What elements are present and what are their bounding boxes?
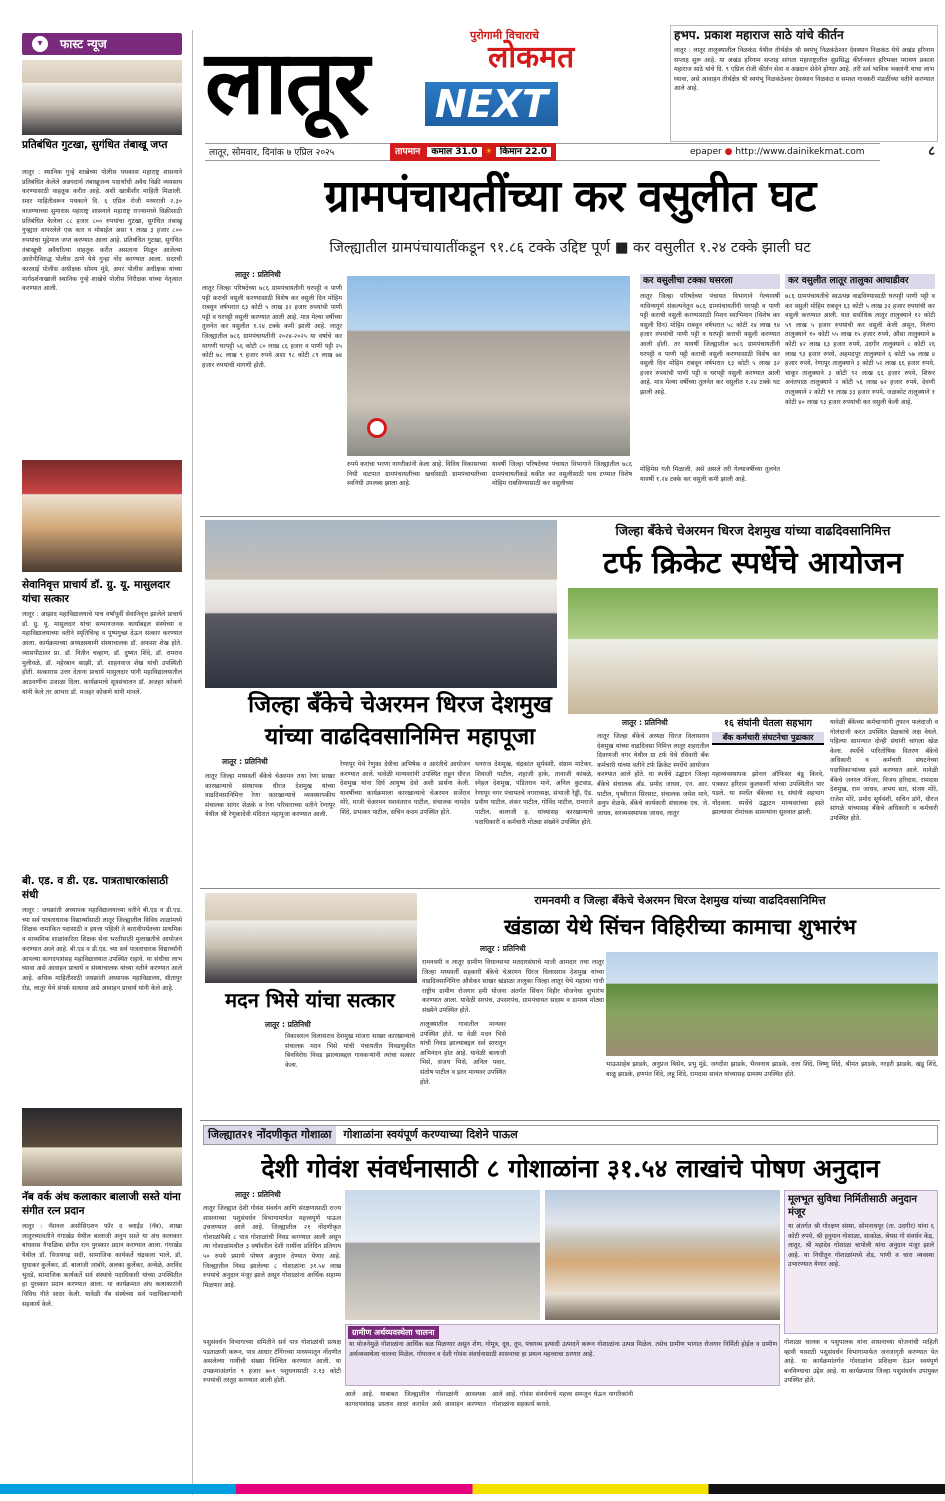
news-photo-gutkha bbox=[22, 60, 182, 135]
issue-date: लातूर, सोमवार, दिनांक ७ एप्रिल २०२५ bbox=[209, 148, 335, 158]
divider bbox=[200, 516, 940, 517]
divider bbox=[200, 1120, 940, 1121]
goshala-headline: देशी गोवंश संवर्धनासाठी ८ गोशाळांना ३१.५४ लाखांचे पोषण अनुदान bbox=[261, 1154, 880, 1183]
goshala-kicker-bar bbox=[203, 1125, 938, 1145]
no-parking-sign bbox=[367, 418, 387, 438]
goshala-right-text-2: गोशाळा चालक व पशुपालक यांना शासनाच्या योजनांची माहिती व्हावी यासाठी पशुसंवर्धन विभागामार्फत जनजागृती करण्यात येत आहे. या कार्यक्रमांतर्गत गोशाळांना प्रशिक्षण देऊन स्वयंपूर्ण बनविण्याचा उद्देश आहे. या कार्यक्रमास जिल्हा पशुसंवर्धन उपायुक्त उपस्थित होते. bbox=[784, 1339, 938, 1385]
lead-box-2-head: कर वसुलीत लातूर तालुका आघाडीवर bbox=[785, 274, 935, 289]
left-story-2-head: सेवानिवृत्त प्राचार्य डॉ. ग्रु. यू. मासुलदार यांचा सत्कार bbox=[22, 579, 170, 605]
mahapuja-headline-2: यांच्या वाढदिवसानिमित्त महापूजा bbox=[264, 723, 536, 750]
lead-box-1-head: कर वसुलीचा टक्का घसरला bbox=[640, 274, 780, 289]
lead-box-1-text-2: मोहिमेस गती मिळाली. असे असले तरी गेल्यावर्षीच्या तुलनेत यावर्षी १.२४ टक्के कर वसुली कमी झाली आहे. bbox=[640, 466, 780, 483]
mahapuja-col-2: रेणापूर येथे रेणुका देवीचा अभिषेक व आरतीचे आयोजन करण्यात आले. यावेळी मान्यवरांनी उपस्थित राहून धीरज देशमुख यांना दिर्घ आयुष्य देवो अशी प्रार्थना केली. यावर्षीच्या कार्यक्रमाला कारखान्याचे चेअरमन सर्जेराव मोरे, माजी चेअरमन यशवंतराव पाटील, संचालक नामदेव शिंदे, प्रभाकर पाटील, सचिन कदम उपस्थित होते. bbox=[340, 761, 470, 816]
goshala-col-1: लातूर जिल्ह्यात देशी गोवंश संवर्धन आणि संरक्षणासाठी राज्य शासनाच्या पशुसंवर्धन विभागामार्फत महत्त्वपूर्ण पाऊल उचलण्यात आले आहे. जिल्ह्यातील २१ नोंदणीकृत गोशाळांपैकी ८ पात्र गोशाळांची निवड करण्यात आली असून त्या गोशाळांमधील ३ वर्षांवरील देशी गायींना प्रतिदिन प्रतिगाय ५० रुपये प्रमाणे पोषण अनुदान देण्यात येणार आहे. जिल्ह्यातील निवड झालेल्या ८ गोशाळांना ३१.५४ लाख रुपयांचे अनुदान मंजूर झाले असून गोशाळांना आर्थिक सहाय्य मिळणार आहे. bbox=[203, 1205, 341, 1289]
goshala-kicker-label: जिल्ह्यात२१ नोंदणीकृत गोशाळा bbox=[204, 1126, 336, 1144]
globe-icon: ● bbox=[724, 147, 733, 157]
cricket-box-head-1: १६ संघांनी घेतला सहभाग bbox=[724, 718, 812, 729]
satkar-col-2: तालुक्यातील गावातील मान्यवर उपस्थित होते. या वेळी मदन भिसे यांची निवड झाल्याबद्दल सर्व स्तरातून अभिनंदन होत आहे. यावेळी बालाजी भिसे, संजय भिसे, अनिल पवार, संतोष पाटील व इतर मान्यवर उपस्थित होते. bbox=[420, 1021, 506, 1086]
mahapuja-headline-1: जिल्हा बँकेचे चेअरमन धिरज देशमुख bbox=[248, 691, 552, 718]
lead-headline: ग्रामपंचायतींच्या कर वसुलीत घट bbox=[324, 171, 816, 222]
weather-label: तापमान bbox=[395, 147, 421, 157]
left-story-4-head: नॅब वर्क अंध कलाकार बालाजी सस्ते यांना संगीत रत्न प्रदान bbox=[22, 1191, 181, 1217]
sinchan-headline: खंडाळा येथे सिंचन विहिरीच्या कामाचा शुभारंभ bbox=[504, 914, 856, 939]
left-story-2-text: लातूर : आझाद महाविद्यालयाचे पाच वर्षांपूर्वी सेवानिवृत्त झालेले प्राचार्य डॉ. ग्रु. यू. मासुलदार यांचा सन्मानजनक कार्याबद्दल संस्थेच्या व महाविद्यालयाच्या वतीने स्मृतिचिन्ह व पुष्पगुच्छ देऊन सत्कार करण्यात आला. कार्यक्रमाच्या अध्यक्षस्थानी संस्थाचालक डॉ. अफसर शेख होते. व्यासपीठावर प्रा. डॉ. नितीन चव्हाण, डॉ. दुष्यंत शिंदे, डॉ. रामराव मुलीवळे, डॉ. महेरबान काझी, डॉ. शाहनवाज शेख यांची उपस्थिती होती. सत्कारास उत्तर देताना प्राचार्य मासुलदार यांनी महाविद्यालयातील आठवणींना उजाळा दिला. कार्यक्रमाचे सूत्रसंचालन डॉ. अजहर कोकणे यांनी केले तर आभार डॉ. मजहर कोकणे यांनी मानले. bbox=[22, 611, 182, 696]
photo-goshala-cows bbox=[545, 1190, 780, 1320]
photo-cricket-team bbox=[568, 588, 938, 714]
satkar-byline: लातूर : प्रतिनिधी bbox=[265, 1020, 311, 1029]
cricket-box-head-2: बँक कर्मचारी संघटनेचा पुढाकार bbox=[712, 732, 824, 743]
mahapuja-byline: लातूर : प्रतिनिधी bbox=[222, 757, 268, 766]
mahapuja-col-1: लातूर जिल्हा मध्यवर्ती बँकेचे चेअरमन तथा रेणा साखर कारखान्याचे संस्थापक धीरज देशमुख यांच्या वाढदिवसानिमित्त रेणा कारखान्याचे व्यवस्थापकीय संचालक सांगर शेळके व रेणा परिवाराच्या वतीने रेणापूर येथील श्री रेणुकादेवी मंदिरात महापूजा करण्यात आली. bbox=[205, 773, 335, 819]
news-photo-felicitation bbox=[22, 460, 182, 572]
photo-mahapuja-group bbox=[205, 520, 557, 688]
brand-tagline: पुरोगामी विचाराचे bbox=[470, 29, 540, 42]
sinchan-kicker: रामनवमी व जिल्हा बँकेचे चेअरमन धिरज देशमुख यांच्या वाढदिवसानिमित्त bbox=[534, 894, 826, 907]
sun-icon: ☀ bbox=[484, 147, 493, 157]
print-registration-bar bbox=[0, 1484, 945, 1494]
lead-box-2-text: ७८६ ग्रामपंचायतीचे स्वउत्पन्न वाढविण्यासाठी घरपट्टी पाणी पट्टी व कर वसुली मोहिम राबवून ६३ कोटी ५ लाख ३२ हजार रुपयांची कर वसुली करण्यात आली. यात सर्वाधिक लातूर तालुक्याने १२ कोटी ५९ लाख ५ हजार रुपयांची कर वसुली केली असून, निलंगा तालुक्याने १० कोटी ५५ लाख १५ हजार रुपये, औसा तालुक्याने ७ कोटी ४२ लाख ६३ हजार रुपये, उदगीर तालुक्याने ८ कोटी २६ लाख ९३ हजार रुपये, अहमदपूर तालुक्याने ६ कोटी ५७ लाख ४ हजार रुपये, रेणापूर तालुक्याने ३ कोटी ५२ लाख ६६ हजार रुपये, चाकूर तालुक्याने ३ कोटी ९२ लाख ६६ हजार रुपये, शिरूर अनंतपाळ तालुक्याने २ कोटी ५६ लाख ७२ हजार रुपये, देवणी तालुक्याने २ कोटी ९१ लाख ३३ हजार रुपये, जळकोट तालुक्याने १ कोटी ४० लाख ९३ हजार रुपयांची कर वसुली केली आहे. bbox=[785, 293, 935, 406]
chevron-down-icon: ▾ bbox=[32, 36, 48, 52]
divider bbox=[200, 888, 940, 889]
masthead-next-logo: NEXT bbox=[425, 82, 558, 126]
sinchan-text: रामनवमी व लातूर ग्रामीण विधानसभा मतदारसंघाचे माजी आमदार तथा लातूर जिल्हा मध्यवर्ती सहकारी बँकेचे चेअरमन धिरज विलासराव देशमुख यांच्या वाढदिवसानिमित्त औसेकर साखर खंडाळा तालुका जिल्हा लातूर येथे महात्मा गांधी राष्ट्रीय ग्रामीण रोजगार हमी योजना अंतर्गत सिंचन विहीर योजनेचा शुभारंभ करण्यात आला. यावेळी सरपंच, उपसरपंच, ग्रामपंचायत सदस्य व ग्रामस्थ मोठ्या संख्येने उपस्थित होते. bbox=[422, 959, 604, 1014]
cricket-box-head bbox=[712, 718, 824, 745]
section-label-fast-news: ▾ फास्ट न्यूज bbox=[22, 33, 182, 55]
satkar-headline: मदन भिसे यांचा सत्कार bbox=[225, 988, 395, 1012]
kirtan-text: लातूर : लातूर तालुक्यातील निळकंठ येथील तीर्थक्षेत्र श्री स्वयंभू निळकंठेश्वर देवस्थान निळकंठ येथे अखंड हरिनाम सप्ताह सुरू आहे. या अखंड हरिनाम सप्ताह सांगता महाराष्ट्रातील सुप्रसिद्ध कीर्तनकार हरिभक्त परायण प्रकाश महाराज साठे यांचे दि. ९ एप्रिल रोजी कीर्तन सेवा व अन्नदान सेवेने होणार आहे. तरी सर्व भाविक भक्तांनी याचा लाभ घ्यावा, असे आवाहन तीर्थक्षेत्र श्री स्वयंभू निळकंठेश्वर देवस्थान निळकंठ व समस्त गावकरी मंडळींच्या वतीने करण्यात आले आहे. bbox=[674, 47, 934, 93]
left-story-1-text: लातूर : स्थानिक गुन्हे शाखेच्या पोलीस पथकास महाराष्ट्र शासनाने प्रतिबंधित केलेले अन्नपदार्थ तंबाखूजन्य पदार्थांची अवैध विक्री व्यवसाय करण्यासाठी वाहतूक करीत आहे. अशी खात्रीशीर माहिती मिळाली. सदर माहितीवरून पथकाने दि. ६ एप्रिल रोजी मध्यरात्री २.३० वाजण्याच्या सुमारास महाराष्ट्र शासनाने महाराष्ट्र राज्यामध्ये विक्रीसाठी प्रतिबंधित केलेला ८८ हजार ८०० रुपयांचा गुटखा, सुगंधित तंबाखू गुन्ह्यात वापरलेले एक कार व मोबाईल असा ९ लाख ३ हजार ८०० रुपयांचा मुद्देमाल जप्त करण्यात आला आहे. प्रतिबंधित गुटखा, सुगंधित तंबाखूची अवैधरित्या वाहतूक करीत असताना मिळून आलेल्या आरोपीविरुद्ध पोलीस ठाणे येथे गुन्हा नोंद करण्यात आला. सदरची कारवाई पोलीस अधीक्षक सोमय मुंडे, अपर पोलीस अधीक्षक यांच्या मार्गदर्शनाखाली स्थानिक गुन्हे शाखेचे पोलीस निरीक्षक यांच्या नेतृत्वात करण्यात आली. bbox=[22, 169, 182, 293]
lead-col-2: रुपये करांचा भरणा नागरीकांनी केला आहे. विविध विकासाच्या निधी वाटपात ग्रामपंचायतीच्या खर्चासाठी ग्रामपंचायतीच्या स्वनिधी उपलब्ध झाला आहे. bbox=[347, 461, 487, 488]
goshala-right-text: या अंतर्गत श्री गोरक्षण संस्था, सोमनाथपूर (ता. उदगीर) यांना ६ कोटी रुपये, श्री हनुमान गोशाळा, साकोळ, श्रेयस गो संवर्धन केंद्र, लातूर, श्री महादेव गोशाळा चापोली यांना अनुदान मंजूर झाले आहे. या निधीतून गोशाळांमध्ये शेड, पाणी व चारा व्यवस्था उभारण्यात येणार आहे. bbox=[788, 1223, 934, 1269]
left-story-1-head: प्रतिबंधित गुटखा, सुगंधित तंबाखू जप्त bbox=[22, 139, 168, 151]
masthead-title: लातूर bbox=[205, 30, 368, 134]
goshala-byline: लातूर : प्रतिनिधी bbox=[235, 1190, 281, 1199]
cricket-text: लातूर जिल्हा बँकेचे अध्यक्ष धिरज विलासराव देशमुख यांच्या वाढदिवसा निमित्त लातूर शहरातील दिवाणजी नगर येथील ग्रा टर्फ येथे रविवारी बँक कर्मचारी यांच्या वतीने टर्फ क्रिकेट स्पर्धेचे आयोजन करण्यात आले होते. या स्पर्धेचे उद्घाटन जिल्हा बँकेचे संचालक अ‍ॅड. प्रमोद जाधव, एन. आर. पाटील, पृथ्वीराज सिरसाट, संचालक जयेश माने, अनुप शेळके, बँकेचे कार्यकारी संचालक एच. जे. जाधव, सरव्यवस्थापक जाधव, लातूर bbox=[597, 733, 709, 817]
photo-sinchan-well bbox=[606, 952, 938, 1056]
goshala-kicker: गोशाळांना स्वयंपूर्ण करण्याच्या दिशेने पाऊल bbox=[343, 1128, 518, 1141]
lead-col-1: लातूर जिल्हा परिषदेच्या ७८६ ग्रामपंचायतीनी घरपट्टी व पाणी पट्टी कराची वसुली करण्यासाठी विशेष कर वसुली दिन मोहिम राबवून वर्षभरात ६३ कोटी ५ लाख ३२ हजार रुपयांची पाणी पट्टी व घरपट्टी वसुली करण्यात आली आहे. मात्र मेल्या वर्षीच्या तुलनेत कर वसुलीत १.२४ टक्के कमी झाली आहे. लातूर जिल्ह्यातील ७८६ ग्रामपंचायतींनी २०२४-२०२५ या वर्षाचे कर मागणी घरपट्टी ५६ कोटी ८० लाख ८६ हजार व पाणी पट्टी २५ कोटी ७८ लाख ९ हजार रुपये अशा ९८ कोटी ८९ लाख ७४ हजार रुपयांची मागणी होती. bbox=[202, 285, 342, 369]
website-url[interactable]: http://www.dainikekmat.com bbox=[735, 147, 865, 157]
cricket-headline: टर्फ क्रिकेट स्पर्धेचे आयोजन bbox=[603, 546, 903, 581]
cricket-byline: लातूर : प्रतिनिधी bbox=[622, 718, 668, 727]
sinchan-byline: लातूर : प्रतिनिधी bbox=[480, 944, 526, 953]
lead-col-3: यावर्षी जिल्हा परिषदेच्या पंचायत विभागाने जिल्ह्यातील ७८६ ग्रामपंचायतींकडे थकीत कर वसुलीसाठी पाच टप्प्यात विशेष मोहिम राबविण्यासाठी कर वसुलीच्या bbox=[492, 461, 632, 488]
max-temp: कमाल 31.0 bbox=[427, 147, 481, 157]
cricket-right-text: यावेळी बँकेच्या कर्मचाऱ्यांनी तुफान फलंदाजी व गोलंदाजी करत उपस्थित प्रेक्षकांचे लक्ष वेधले. पहिल्या सामन्यात दोन्ही संघांनी चांगला खेळ केला. स्पर्धेचे पारितोषिक वितरण बँकेचे अधिकारी व कर्मचारी संघटनेच्या पदाधिकाऱ्यांच्या हस्ते करण्यात आले. यावेळी बँकेचे जनरल मॅनेजर, विजय हरिदास, रामदास देशमुख, राम जाधव, अभय सार, संजय मोरे, राजेश मोरे, प्रमोद सूर्यवंशी, सचिन डांगे, धीरज सांगळे यांच्यासह बँकेचे अधिकारी व कर्मचारी उपस्थित होते. bbox=[830, 719, 938, 822]
brand-logo: लोकमत bbox=[488, 40, 575, 75]
lead-photo-building bbox=[347, 276, 630, 456]
cricket-box-text: महाव्यवस्थापक झोनल ऑफिसर बंडू किरवे, पत्रकार हरिराम कुलकर्णी यांच्या उपस्थितीत पार पडले. या स्पर्धेत बँकेच्या १६ संघांनी सहभाग नोंदवला. स्पर्धेचे उद्घाटन मान्यवरांच्या हस्ते झाल्यावर रोमांचक सामन्यांना सुरुवात झाली. bbox=[712, 771, 824, 817]
goshala-col-3: आले आहे. याबाबत जिल्ह्यातील गोशाळांनी आवश्यक कागदपत्रांसह प्रस्ताव सादर करावेत असे आवाहन करण्यात आले आहे. गोवंश संवर्धनाचे महत्त्व समजून घेऊन नागरिकांनी गोशाळांना सहकार्य करावे. bbox=[345, 1391, 633, 1408]
photo-goshala-shed bbox=[345, 1190, 540, 1320]
news-photo-award bbox=[22, 1108, 182, 1186]
goshala-right-head: मूलभूत सुविधा निर्मितीसाठी अनुदान मंजूर bbox=[788, 1194, 917, 1218]
kirtan-head: हभप. प्रकाश महाराज साठे यांचे कीर्तन bbox=[674, 28, 844, 42]
photo-satkar bbox=[205, 893, 417, 983]
goshala-box-head: ग्रामीण अर्थव्यवस्थेला चालना bbox=[348, 1326, 439, 1339]
left-story-3-text: लातूर : जयक्रांती अध्यापक महाविद्यालयाच्या वतीने बी.एड व डी.एड. च्या सर्व पात्रताधारक विद्यार्थ्यांसाठी लातूर जिल्ह्यातील विविध शाळांमध्ये शिक्षक नामांकित पदासाठी व इयत्ता पहिली ते बारावीपर्यंतच्या प्राथमिक व माध्यमिक शाळांकरिता शिक्षक सेवा भरतीसाठी मुलाखतीचे आयोजन करण्यात आले आहे. बी.एड व डी.एड. च्या सर्व पात्रताधारक विद्यार्थ्यांनी आपल्या कागदपत्रांसह महाविद्यालयात उपस्थित राहावे. या संधीचा लाभ घ्यावा असे आवाहन प्राचार्य व संस्थाचालक यांच्या वतीने करण्यात आले आहे. अधिक माहितीसाठी जयक्रांती अध्यापक महाविद्यालय, सीतापुर रोड, लातूर येथे संपर्क साधावा असे आवाहन प्राचार्य यांनी केले आहे. bbox=[22, 907, 182, 992]
lead-byline: लातूर : प्रतिनिधी bbox=[235, 270, 281, 279]
goshala-col-2: पशुसंवर्धन विभागाच्या समितीने सर्व पात्र गोशाळांची प्रत्यक्ष पडताळणी करून, पात्र आधार टॅगिंगच्या माध्यमातून नोंदणीत असलेल्या गायींची संख्या निश्चित करण्यात आली. या उपक्रमाअंतर्गत ९ हजार ७०१ पशुधनासाठी २.१३ कोटी रुपयांची तरतूद करण्यात आली होती. bbox=[203, 1339, 341, 1385]
cricket-kicker: जिल्हा बँकेचे चेअरमन धिरज देशमुख यांच्या वाढदिवसानिमित्त bbox=[615, 523, 891, 538]
goshala-box-text: या योजनेमुळे गोशाळांना आर्थिक बळ मिळणार असून शेण, गोमूत्र, दूध, तूप, पंचगव्य इत्यादी उत्पादने करून गोशाळांना उत्पन्न मिळेल. तसेच ग्रामीण भागात रोजगार निर्मिती होईल व ग्रामीण अर्थव्यवस्थेला चालना मिळेल. गोपालन व देशी गोवंश संवर्धनासाठी शासनाचा हा प्रयत्न महत्त्वाचा ठरणार आहे. bbox=[349, 1341, 777, 1358]
satkar-col-1: विकासरत्न विलासराव देशमुख मांजरा साखर कारखान्याचे संचालक मदन भिसे यांची पंचायतीत निवडणुकीत बिनविरोध निवड झाल्याबद्दल गावकऱ्यांनी त्यांचा सत्कार केला. bbox=[285, 1033, 415, 1069]
lead-box-1-text: लातूर जिल्हा परिषदेच्या पंचायत विभागाने गेल्यावर्षी नाविन्यपूर्ण संकल्पनेतून ७८६ ग्रामपंचायतींनी घरपट्टी व पाणी पट्टी कराची वसुली करण्यासाठी मिशन स्वाभिमान (विशेष कर वसुली दिन) मोहिम राबवून वर्षभरात ५८ कोटी २४ लाख ९४ हजार रुपयांची पाणी पट्टी व घरपट्टी कराची वसुली करण्यात आली होती. तर यावर्षी जिल्ह्यातील ७८६ ग्रामपंचायतींनी घरपट्टी व पाणी पट्टी कराची वसुली करण्यासाठी विशेष कर वसुली दिन मोहिम राबवून वर्षभरात ६३ कोटी ५ लाख ३२ हजार रुपयांची पाणी पट्टी व घरपट्टी वसुली करण्यात आली आहे. मात्र मेल्या वर्षीच्या तुलनेत कर वसुलीत १.२४ टक्के घट झाली आहे. bbox=[640, 293, 780, 396]
page-number: ८ bbox=[928, 144, 935, 159]
lead-subheadline: जिल्ह्यातील ग्रामपंचायातींकडून ९१.८६ टक्के उद्दिष्ट पूर्ण ■ कर वसुलीत १.२४ टक्के झाली घट bbox=[329, 240, 811, 256]
left-story-3-head: बी. एड. व डी. एड. पात्रताधारकांसाठी संधी bbox=[22, 875, 169, 901]
sinchan-text-2: भाऊसाहेब झाडके, अनुप्रज बिसेन, प्रभु मुंडे, जगदीश झाडके, भैरवनाथ झाडके, दत्ता शिंदे, विष्णू शिंदे, श्रीमंत झाडके, नरहरी झाडके, खंडू शिंदे, बाळू झाडके, हणमंत शिंदे, लहू शिंदे, रामदास सावंत यांच्यासह ग्रामस्थ उपस्थित होते. bbox=[606, 1061, 938, 1078]
left-story-4-text: लातूर : नॅशनल असोसिएशन फॉर द ब्लाईंड (नॅब), शाखा लातूरच्यावतीने गंगाखेड येथील बालाजी अनुप सस्ते या अंध कलाकार बांधवास नैपाळिक संगीत रत्न पुरस्कार प्रदान करण्यात आला. गंगाखेड येथील डॉ. विजयगढ़ सदी, सामाजिक कार्यकर्ते चंद्रकला भाले, डॉ. सुधाकर कुर्लेकर, डॉ. बालाजी जांबोरे, अलका कुर्लेकर, अन्वेळे, अरविंद भुतडे, सामाजिक कार्यकर्ते सर्व संस्थांचे पदाधिकारी यांच्या उपस्थितीत हा पुरस्कार प्रदान करण्यात आला. या कार्यक्रमात अंध कलाकारांनी विविध गीते सादर केली. यावेळी नॅब संस्थेच्या सर्व पदाधिकाऱ्यांनी सहकार्य केले. bbox=[22, 1223, 182, 1308]
mahapuja-col-3: धनराज देशमुख, चंद्रकांत सूर्यवंशी, संग्राम माटेकर, शिवाजी पाटील, शहाजी हाके, तानाजी कांबळे, स्नेहल देशमुख, पंडितराव माने, अनिल कुटवाड, रेणापूर नगर पंचायतचे नगराध्यक्ष, संभाजी रेड्डी, ऍड. प्रवीण पाटील, शंकर पाटील, गोविंद पाटील, रामराजे पाटील, बालाजी ह. यांच्यासह कारखान्याचे पदाधिकारी व कर्मचारी मोठ्या संख्येने उपस्थित होते. bbox=[475, 761, 593, 826]
epaper-link[interactable]: epaper ● http://www.dainikekmat.com bbox=[690, 147, 865, 157]
min-temp: किमान 22.0 bbox=[496, 147, 551, 157]
weather-strip bbox=[390, 143, 556, 161]
